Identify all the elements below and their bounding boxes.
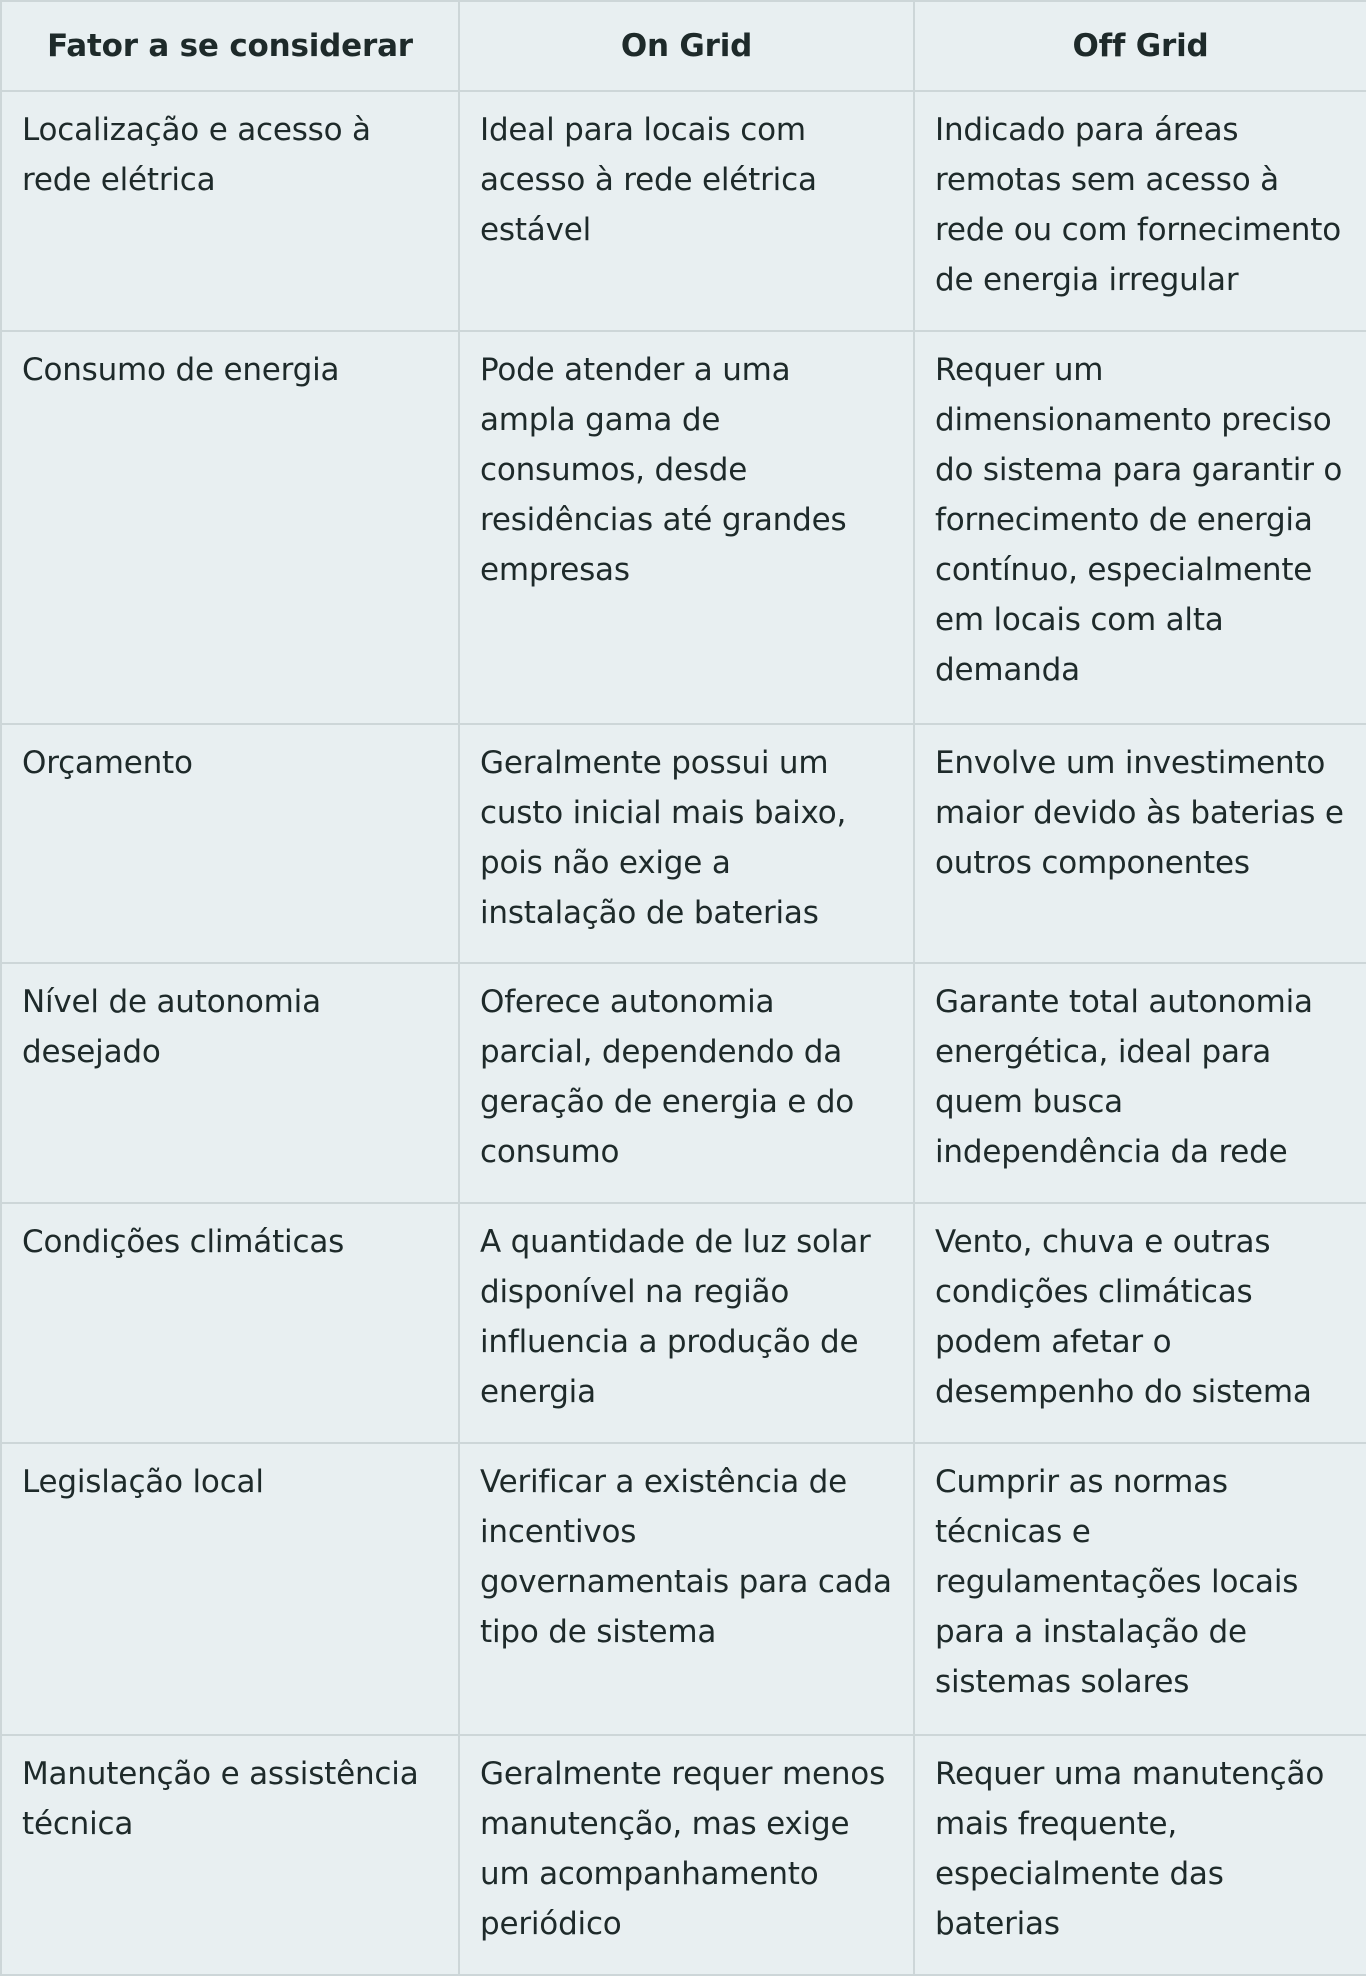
off-grid-text: Envolve um investimento maior devido às baterias e outros componentes xyxy=(935,744,1344,881)
off-grid-cell xyxy=(914,1443,1366,1734)
factor-text: Localização e acesso à rede elétrica xyxy=(22,112,371,198)
off-grid-cell xyxy=(914,1203,1366,1443)
on-grid-cell xyxy=(459,1203,914,1443)
table-row xyxy=(1,1735,1366,1975)
table-row xyxy=(1,724,1366,963)
off-grid-text: Vento, chuva e outras condições climáticas podem afetar o desempenho do sistema xyxy=(935,1224,1312,1411)
factor-text: Consumo de energia xyxy=(22,352,340,389)
on-grid-text: A quantidade de luz solar disponível na região influencia a produção de energia xyxy=(480,1224,871,1411)
factor-text: Manutenção e assistência técnica xyxy=(22,1755,419,1842)
table-header xyxy=(1,1,1366,91)
off-grid-text: Indicado para áreas remotas sem acesso à rede ou com fornecimento de energia irregular xyxy=(935,112,1341,298)
factor-text: Nível de autonomia desejado xyxy=(22,983,321,1070)
on-grid-cell xyxy=(459,91,914,331)
factor-text: Condições climáticas xyxy=(22,1224,345,1261)
factor-cell xyxy=(1,91,459,331)
off-grid-cell xyxy=(914,91,1366,331)
on-grid-text: Pode atender a uma ampla gama de consumos, desde residências até grandes empresas xyxy=(480,352,847,589)
on-grid-text: Verificar a existência de incentivos governamentais para cada tipo de sistema xyxy=(480,1464,892,1651)
table-row xyxy=(1,1443,1366,1734)
factor-cell xyxy=(1,1203,459,1443)
factor-cell xyxy=(1,1443,459,1734)
on-grid-cell xyxy=(459,1443,914,1734)
header-on-grid: On Grid xyxy=(459,1,914,91)
off-grid-text: Requer um dimensionamento preciso do sistema para garantir o fornecimento de energia contínuo, especialmente em locais com alta demanda xyxy=(935,352,1343,689)
factor-cell xyxy=(1,1735,459,1975)
factor-text: Orçamento xyxy=(22,744,193,781)
on-grid-text: Oferece autonomia parcial, dependendo da geração de energia e do consumo xyxy=(480,983,855,1170)
off-grid-text: Garante total autonomia energética, ideal para quem busca independência da rede xyxy=(935,983,1313,1170)
table-row xyxy=(1,1203,1366,1443)
on-grid-text: Geralmente possui um custo inicial mais baixo, pois não exige a instalação de baterias xyxy=(480,744,847,931)
on-grid-cell xyxy=(459,963,914,1203)
factor-cell xyxy=(1,963,459,1203)
on-grid-text: Ideal para locais com acesso à rede elétrica estável xyxy=(480,112,817,248)
off-grid-text: Cumprir as normas técnicas e regulamentações locais para a instalação de sistemas solares xyxy=(935,1464,1299,1701)
off-grid-cell xyxy=(914,1735,1366,1975)
on-grid-cell xyxy=(459,331,914,723)
off-grid-cell xyxy=(914,724,1366,963)
factor-cell xyxy=(1,724,459,963)
header-factor: Fator a se considerar xyxy=(1,1,459,91)
on-grid-cell xyxy=(459,1735,914,1975)
on-grid-cell xyxy=(459,724,914,963)
on-grid-text: Geralmente requer menos manutenção, mas exige um acompanhamento periódico xyxy=(480,1755,886,1942)
table-row xyxy=(1,91,1366,331)
off-grid-text: Requer uma manutenção mais frequente, especialmente das baterias xyxy=(935,1755,1325,1942)
table-body xyxy=(1,91,1366,1975)
off-grid-cell xyxy=(914,963,1366,1203)
table-row xyxy=(1,963,1366,1203)
table-row xyxy=(1,331,1366,723)
off-grid-cell xyxy=(914,331,1366,723)
header-row xyxy=(1,1,1366,91)
factor-text: Legislação local xyxy=(22,1464,264,1501)
factor-cell xyxy=(1,331,459,723)
header-off-grid: Off Grid xyxy=(914,1,1366,91)
